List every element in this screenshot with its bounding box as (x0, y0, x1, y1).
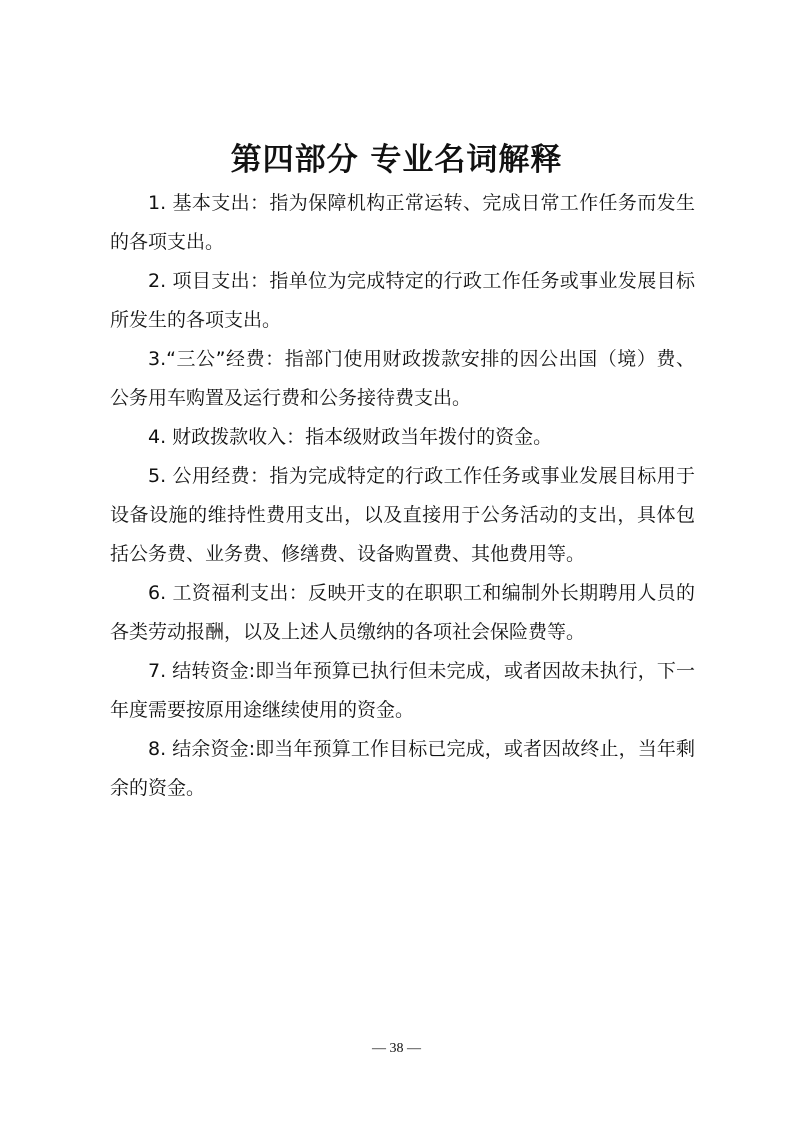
definition-item (110, 652, 695, 730)
definition-text: 指部门使用财政拨款安排的因公出国（境）费、公务用车购置及运行费和公务接待费支出。 (110, 348, 695, 409)
page-title: 第四部分 专业名词解释 (230, 142, 563, 178)
definition-term: 1. 基本支出： (148, 192, 270, 214)
definition-item (110, 340, 695, 418)
definition-text: 反映开支的在职职工和编制外长期聘用人员的各类劳动报酬，以及上述人员缴纳的各项社会保险费等。 (110, 582, 695, 643)
definition-text: 即当年预算工作目标已完成，或者因故终止，当年剩余的资金。 (110, 738, 695, 799)
definition-item (110, 730, 695, 808)
definition-item (110, 184, 695, 262)
definition-item (110, 262, 695, 340)
definition-text: 指单位为完成特定的行政工作任务或事业发展目标所发生的各项支出。 (110, 270, 695, 331)
definition-text: 指本级财政当年拨付的资金。 (305, 426, 553, 448)
definition-item (110, 457, 695, 574)
definition-text: 指为完成特定的行政工作任务或事业发展目标用于设备设施的维持性费用支出，以及直接用于公务活动的支出，具体包括公务费、业务费、修缮费、设备购置费、其他费用等。 (110, 465, 695, 565)
definition-term: 8. 结余资金: (148, 738, 256, 760)
definition-term: 2. 项目支出： (148, 270, 270, 292)
definition-term: 6. 工资福利支出： (148, 582, 309, 604)
definition-term: 3.“三公”经费： (148, 348, 285, 370)
page-number: — 38 — (372, 1041, 421, 1056)
definition-term: 4. 财政拨款收入： (148, 426, 306, 448)
definition-term: 5. 公用经费： (148, 465, 270, 487)
definition-text: 指为保障机构正常运转、完成日常工作任务而发生的各项支出。 (110, 192, 695, 253)
definition-item (110, 574, 695, 652)
definition-term: 7. 结转资金: (148, 660, 256, 682)
definition-item (110, 418, 695, 457)
definition-text: 即当年预算已执行但未完成，或者因故未执行，下一年度需要按原用途继续使用的资金。 (110, 660, 695, 721)
definitions-list (110, 184, 695, 808)
